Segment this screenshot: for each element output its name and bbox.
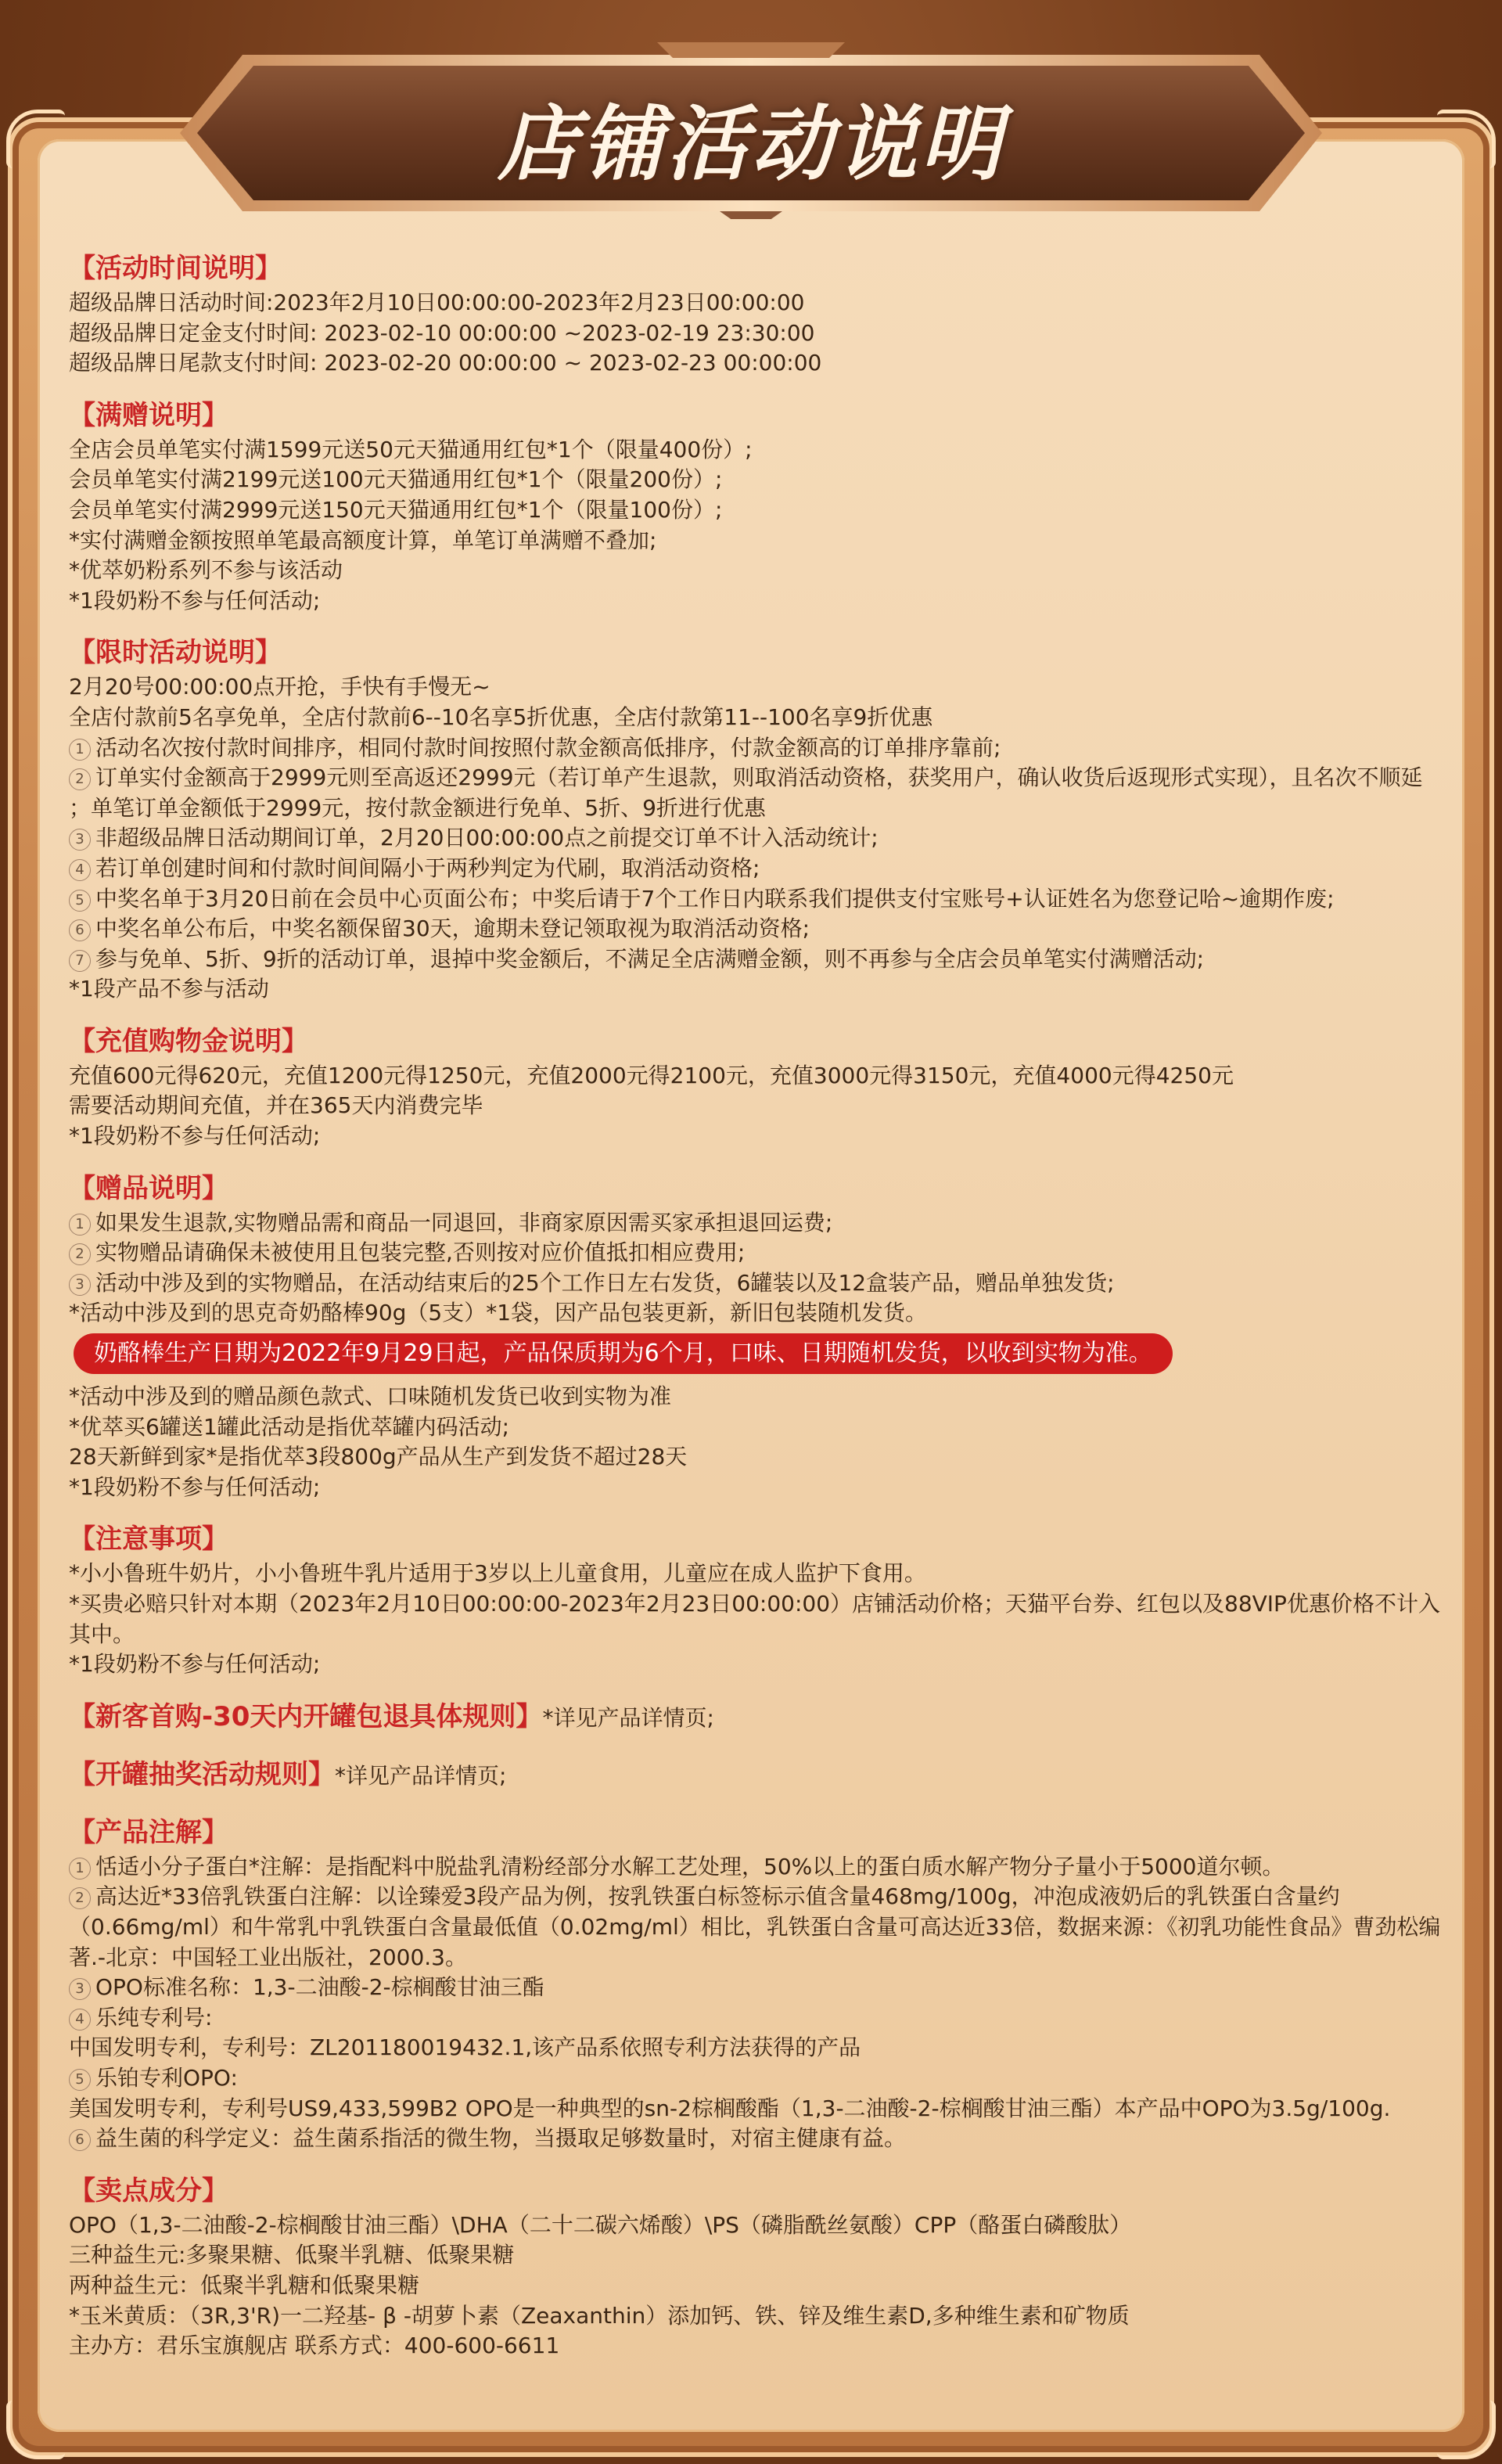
section-full-gift <box>69 396 1446 617</box>
numbered-text: 恬适小分子蛋白*注解：是指配料中脱盐乳清粉经部分水解工艺处理，50%以上的蛋白质水解产物分子量小于5000道尔顿。 <box>95 1853 1285 1879</box>
number-badge: 3 <box>69 829 91 851</box>
number-badge: 6 <box>69 2129 91 2151</box>
number-badge: 1 <box>69 1858 91 1879</box>
numbered-text: 若订单创建时间和付款时间间隔小于两秒判定为代刷，取消活动资格; <box>95 854 760 881</box>
text-line: 中国发明专利，专利号：ZL201180019432.1,该产品系依照专利方法获得的产品 <box>69 2034 861 2061</box>
text-line: *1段奶粉不参与任何活动; <box>69 587 321 613</box>
section-heading: 【活动时间说明】 <box>69 253 282 284</box>
numbered-line <box>69 1208 1446 1239</box>
numbered-text: 参与免单、5折、9折的活动订单，退掉中奖金额后，不满足全店满赠金额，则不再参与全店会员单笔实付满赠活动; <box>95 945 1205 972</box>
text-line: OPO（1,3-二油酸-2-棕榈酸甘油三酯）\DHA（二十二碳六烯酸）\PS（磷脂酰丝氨酸）CPP（酪蛋白磷酸肽） <box>69 2211 1132 2238</box>
section-lottery <box>69 1755 1446 1796</box>
text-line: 超级品牌日活动时间:2023年2月10日00:00:00-2023年2月23日00:00:00 <box>69 290 805 315</box>
text-line: 美国发明专利，专利号US9,433,599B2 OPO是一种典型的sn-2棕榈酸酯（1,3-二油酸-2-棕榈酸甘油三酯）本产品中OPO为3.5g/100g. <box>69 2095 1391 2121</box>
numbered-text: 实物赠品请确保未被使用且包装完整,否则按对应价值抵扣相应费用; <box>95 1239 746 1266</box>
numbered-text: 乐纯专利号: <box>95 2004 213 2031</box>
number-badge: 4 <box>69 2009 91 2031</box>
section-limited-time <box>69 633 1446 1005</box>
text-line: 会员单笔实付满2999元送150元天猫通用红包*1个（限量100份）; <box>69 496 723 523</box>
numbered-line <box>69 1852 1446 1883</box>
text-line: *玉米黄质：（3R,3'R)一二羟基- β -胡萝卜素（Zeaxanthin）添加钙、铁、锌及维生素D,多种维生素和矿物质 <box>69 2302 1130 2329</box>
activity-content <box>69 249 1446 2361</box>
numbered-text: OPO标准名称：1,3-二油酸-2-棕榈酸甘油三酯 <box>95 1974 544 2001</box>
section-activity-time <box>69 249 1446 379</box>
number-badge: 6 <box>69 919 91 941</box>
numbered-line <box>69 884 1446 915</box>
text-line: *小小鲁班牛奶片，小小鲁班牛乳片适用于3岁以上儿童食用，儿童应在成人监护下食用。 <box>69 1560 926 1587</box>
section-heading: 【新客首购-30天内开罐包退具体规则】 <box>69 1700 543 1732</box>
text-line: 超级品牌日尾款支付时间: 2023-02-20 00:00:00 ~ 2023-02-23 00:00:00 <box>69 350 822 376</box>
numbered-text: 中奖名单公布后，中奖名额保留30天，逾期未登记领取视为取消活动资格; <box>95 915 810 942</box>
section-heading: 【赠品说明】 <box>69 1172 228 1204</box>
text-line: 2月20号00:00:00点开抢，手快有手慢无~ <box>69 674 490 700</box>
text-line: 会员单笔实付满2199元送100元天猫通用红包*1个（限量200份）; <box>69 466 723 493</box>
section-recharge <box>69 1022 1446 1152</box>
text-line: *1段奶粉不参与任何活动; <box>69 1123 321 1149</box>
number-badge: 4 <box>69 859 91 881</box>
text-line: *1段奶粉不参与任何活动; <box>69 1473 321 1500</box>
frame-corner <box>1437 110 1496 168</box>
section-heading: 【充值购物金说明】 <box>69 1025 308 1057</box>
section-selling-points <box>69 2171 1446 2361</box>
text-line: 两种益生元：低聚半乳糖和低聚果糖 <box>69 2272 420 2298</box>
numbered-text: 高达近*33倍乳铁蛋白注解：以诠臻爱3段产品为例，按乳铁蛋白标签标示值含量468mg/100g，冲泡成液奶后的乳铁蛋白含量约（0.66mg/ml）和牛常乳中乳铁蛋白含量最低值（0.02mg/ml）相比，乳铁蛋白含量可高达近33倍，数据来源：《初乳功能性食品》曹劲松编著.-北京：中国轻工业出版社，2000.3。 <box>69 1883 1441 1970</box>
section-heading: 【开罐抽奖活动规则】 <box>69 1758 335 1790</box>
numbered-text: 乐铂专利OPO: <box>95 2064 238 2091</box>
numbered-line <box>69 1882 1446 1973</box>
numbered-text: 如果发生退款,实物赠品需和商品一同退回，非商家原因需买家承担退回运费; <box>95 1209 833 1236</box>
numbered-line <box>69 823 1446 854</box>
text-line: *优萃买6罐送1罐此活动是指优萃罐内码活动; <box>69 1413 510 1440</box>
section-new-customer <box>69 1697 1446 1738</box>
section-heading-with-note <box>69 1697 1446 1738</box>
number-badge: 2 <box>69 768 91 790</box>
section-heading: 【产品注解】 <box>69 1816 228 1848</box>
text-line: ；单笔订单金额低于2999元，按付款金额进行免单、5折、9折进行优惠 <box>69 794 766 821</box>
numbered-line <box>69 1973 1446 2003</box>
numbered-line <box>69 2124 1446 2154</box>
numbered-line <box>69 914 1446 944</box>
heading-note: *详见产品详情页; <box>335 1762 507 1789</box>
text-line: *优萃奶粉系列不参与该活动 <box>69 557 343 584</box>
section-gifts <box>69 1169 1446 1503</box>
contact-line: 主办方：君乐宝旗舰店 联系方式：400-600-6611 <box>69 2333 560 2359</box>
header-banner <box>156 31 1346 219</box>
numbered-line <box>69 2063 1446 2094</box>
text-line: *买贵必赔只针对本期（2023年2月10日00:00:00-2023年2月23日00:00:00）店铺活动价格；天猫平台券、红包以及88VIP优惠价格不计入其中。 <box>69 1591 1440 1647</box>
frame-corner <box>6 110 65 168</box>
numbered-line <box>69 944 1446 975</box>
numbered-line <box>69 733 1446 764</box>
section-heading: 【卖点成分】 <box>69 2174 228 2207</box>
number-badge: 1 <box>69 1214 91 1236</box>
numbered-text: 益生菌的科学定义：益生菌系指活的微生物，当摄取足够数量时，对宿主健康有益。 <box>95 2125 907 2152</box>
frame-corner <box>6 2401 65 2459</box>
section-heading: 【限时活动说明】 <box>69 637 282 669</box>
text-line: 充值600元得620元，充值1200元得1250元，充值2000元得2100元，充值3000元得3150元，充值4000元得4250元 <box>69 1062 1234 1088</box>
text-line: *实付满赠金额按照单笔最高额度计算，单笔订单满赠不叠加; <box>69 527 657 553</box>
section-heading: 【满赠说明】 <box>69 399 228 431</box>
text-line: 全店会员单笔实付满1599元送50元天猫通用红包*1个（限量400份）; <box>69 436 753 462</box>
highlight-banner: 奶酪棒生产日期为2022年9月29日起，产品保质期为6个月，口味、日期随机发货，以收到实物为准。 <box>74 1333 1173 1374</box>
heading-note: *详见产品详情页; <box>542 1704 714 1731</box>
text-line: *1段产品不参与活动 <box>69 976 269 1002</box>
number-badge: 3 <box>69 1274 91 1296</box>
section-heading-with-note <box>69 1755 1446 1796</box>
number-badge: 3 <box>69 1978 91 2000</box>
numbered-line <box>69 1238 1446 1268</box>
section-product-notes <box>69 1813 1446 2154</box>
text-line: 三种益生元:多聚果糖、低聚半乳糖、低聚果糖 <box>69 2242 515 2268</box>
text-line: 28天新鲜到家*是指优萃3段800g产品从生产到发货不超过28天 <box>69 1444 688 1470</box>
number-badge: 1 <box>69 739 91 761</box>
numbered-line <box>69 763 1446 793</box>
text-line: *活动中涉及到的思克奇奶酪棒90g（5支）*1袋，因产品包装更新，新旧包装随机发货。 <box>69 1300 928 1326</box>
page-title: 店铺活动说明 <box>497 96 1004 192</box>
number-badge: 7 <box>69 950 91 972</box>
number-badge: 2 <box>69 1887 91 1909</box>
text-line: *活动中涉及到的赠品颜色款式、口味随机发货已收到实物为准 <box>69 1383 672 1410</box>
text-line: 超级品牌日定金支付时间: 2023-02-10 00:00:00 ~2023-02-19 23:30:00 <box>69 319 815 346</box>
numbered-line <box>69 2003 1446 2034</box>
numbered-text: 活动名次按付款时间排序，相同付款时间按照付款金额高低排序，付款金额高的订单排序靠前; <box>95 734 1001 761</box>
number-badge: 5 <box>69 890 91 912</box>
numbered-text: 订单实付金额高于2999元则至高返还2999元（若订单产生退款，则取消活动资格，获奖用户，确认收货后返现形式实现），且名次不顺延 <box>95 764 1423 791</box>
text-line: 需要活动期间充值，并在365天内消费完毕 <box>69 1092 483 1119</box>
number-badge: 5 <box>69 2069 91 2091</box>
section-heading: 【注意事项】 <box>69 1523 228 1556</box>
numbered-text: 活动中涉及到的实物赠品，在活动结束后的25个工作日左右发货，6罐装以及12盒装产品，赠品单独发货; <box>95 1269 1115 1296</box>
numbered-text: 非超级品牌日活动期间订单，2月20日00:00:00点之前提交订单不计入活动统计; <box>95 825 879 851</box>
numbered-text: 中奖名单于3月20日前在会员中心页面公布；中奖后请于7个工作日内联系我们提供支付宝账号+认证姓名为您登记哈~逾期作废; <box>95 885 1335 912</box>
numbered-line <box>69 1268 1446 1299</box>
section-notice <box>69 1520 1446 1679</box>
numbered-line <box>69 854 1446 884</box>
number-badge: 2 <box>69 1243 91 1265</box>
text-line: *1段奶粉不参与任何活动; <box>69 1651 321 1678</box>
text-line: 全店付款前5名享免单，全店付款前6--10名享5折优惠，全店付款第11--100名享9折优惠 <box>69 703 933 730</box>
